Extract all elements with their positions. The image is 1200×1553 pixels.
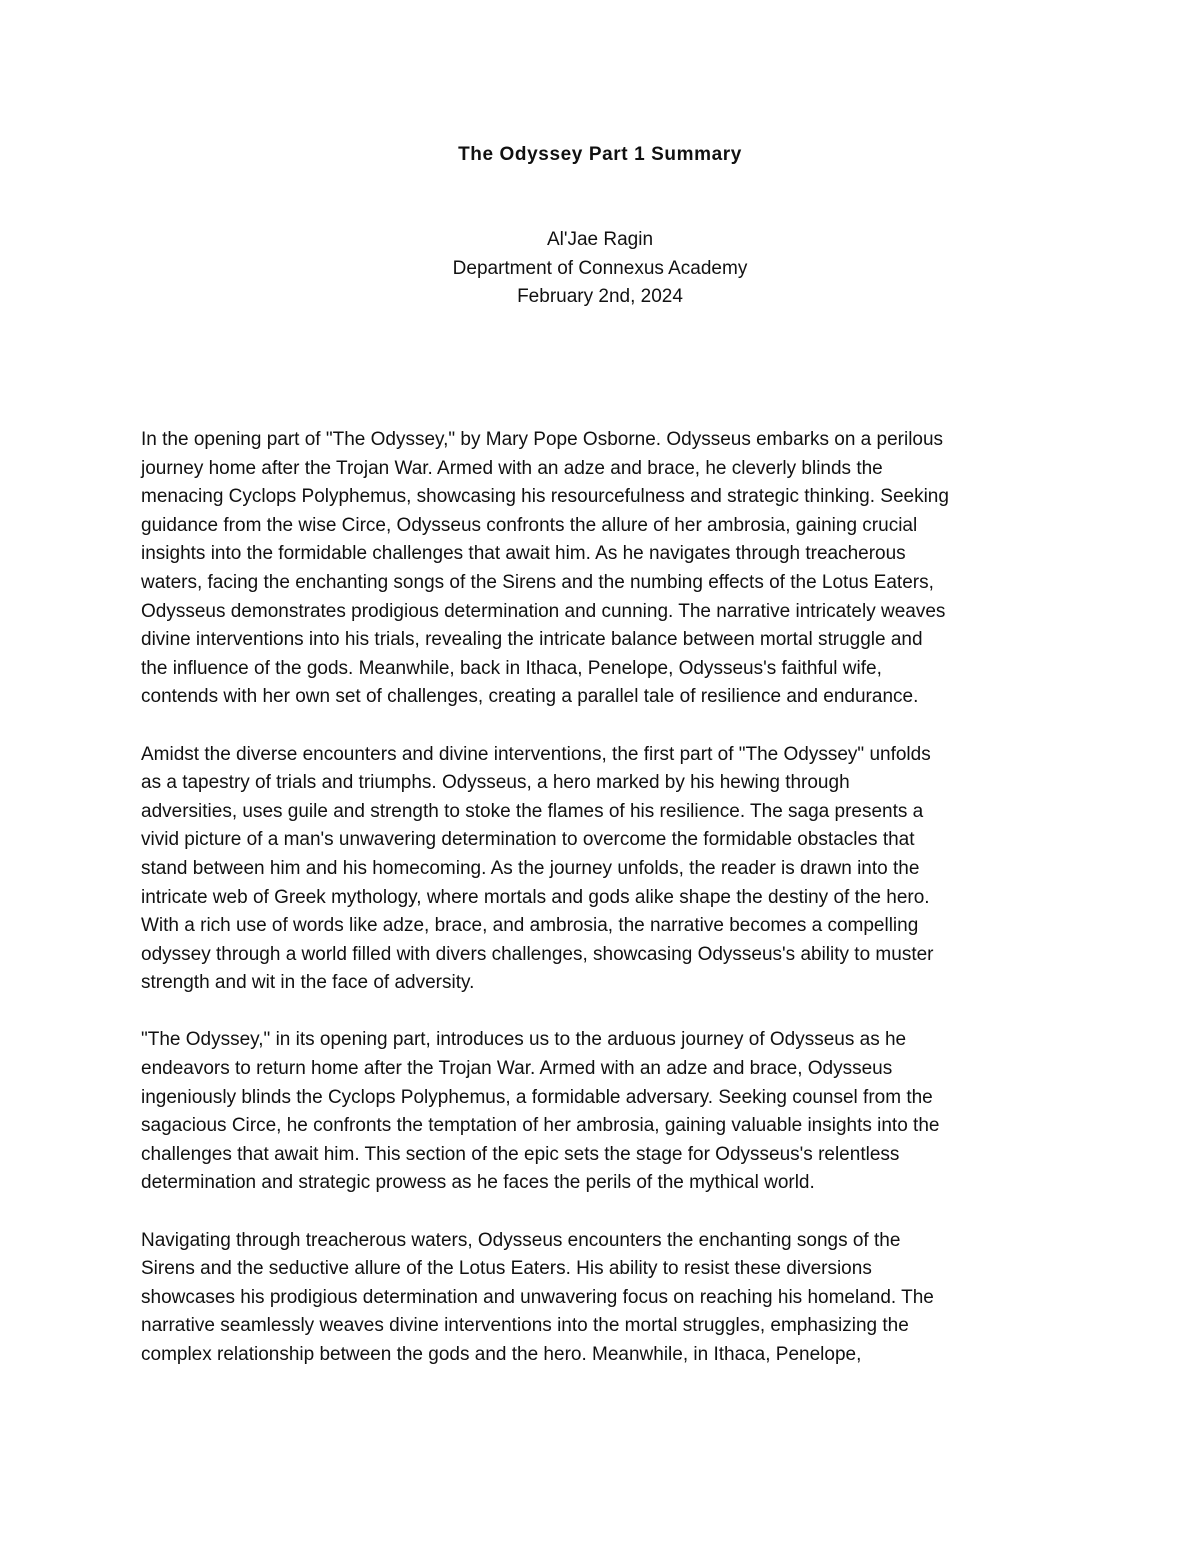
department: Department of Connexus Academy (452, 257, 748, 279)
text-line: stand between him and his homecoming. As the journey unfolds, the reader is drawn into the (141, 857, 920, 879)
text-line: guidance from the wise Circe, Odysseus confronts the allure of her ambrosia, gaining crucial (141, 514, 918, 536)
paragraph (141, 426, 1066, 712)
text-line: as a tapestry of trials and triumphs. Odysseus, a hero marked by his hewing through (141, 772, 850, 794)
text-line: complex relationship between the gods and the hero. Meanwhile, in Ithaca, Penelope, (141, 1344, 862, 1365)
text-line: journey home after the Trojan War. Armed with an adze and brace, he cleverly blinds the (141, 457, 883, 479)
text-line: determination and strategic prowess as he faces the perils of the mythical world. (141, 1172, 815, 1194)
text-line: ingeniously blinds the Cyclops Polyphemus, a formidable adversary. Seeking counsel from the (141, 1086, 933, 1108)
text-line: Sirens and the seductive allure of the Lotus Eaters. His ability to resist these diversions (141, 1258, 872, 1280)
text-line: sagacious Circe, he confronts the temptation of her ambrosia, gaining valuable insights into the (141, 1115, 940, 1137)
text-line: strength and wit in the face of adversity. (141, 972, 475, 994)
text-line: challenges that await him. This section of the epic sets the stage for Odysseus's relentless (141, 1143, 900, 1165)
paragraph (141, 741, 1066, 998)
text-line: contends with her own set of challenges, creating a parallel tale of resilience and endurance. (141, 686, 919, 708)
author-name: Al'Jae Ragin (546, 229, 654, 250)
text-line: intricate web of Greek mythology, where mortals and gods alike shape the destiny of the hero. (141, 886, 930, 908)
text-line: waters, facing the enchanting songs of the Sirens and the numbing effects of the Lotus Eaters, (141, 571, 934, 593)
text-line: the influence of the gods. Meanwhile, back in Ithaca, Penelope, Odysseus's faithful wife, (141, 657, 882, 679)
text-line: adversities, uses guile and strength to stoke the flames of his resilience. The saga presents a (141, 800, 924, 822)
text-line: "The Odyssey," in its opening part, introduces us to the arduous journey of Odysseus as he (141, 1029, 907, 1051)
text-line: showcases his prodigious determination and unwavering focus on reaching his homeland. The (141, 1286, 934, 1308)
document-body (141, 426, 1066, 1398)
text-line: Amidst the diverse encounters and divine interventions, the first part of "The Odyssey" unfolds (141, 743, 931, 765)
document-date: February 2nd, 2024 (517, 286, 683, 307)
text-line: menacing Cyclops Polyphemus, showcasing his resourcefulness and strategic thinking. Seeking (141, 486, 949, 508)
text-line: vivid picture of a man's unwavering determination to overcome the formidable obstacles that (141, 829, 915, 851)
document-title: The Odyssey Part 1 Summary (458, 144, 742, 165)
text-line: In the opening part of "The Odyssey," by Mary Pope Osborne. Odysseus embarks on a perilous (141, 429, 944, 450)
paragraph (141, 1227, 1066, 1370)
paragraph (141, 1026, 1066, 1198)
text-line: odyssey through a world filled with divers challenges, showcasing Odysseus's ability to muster (141, 943, 934, 965)
text-line: Odysseus demonstrates prodigious determination and cunning. The narrative intricately weaves (141, 600, 946, 622)
text-line: divine interventions into his trials, revealing the intricate balance between mortal struggle and (141, 629, 923, 651)
text-line: Navigating through treacherous waters, Odysseus encounters the enchanting songs of the (141, 1229, 901, 1251)
text-line: narrative seamlessly weaves divine interventions into the mortal struggles, emphasizing the (141, 1315, 909, 1337)
text-line: insights into the formidable challenges that await him. As he navigates through treacherous (141, 543, 906, 565)
text-line: With a rich use of words like adze, brace, and ambrosia, the narrative becomes a compelling (141, 915, 919, 937)
text-line: endeavors to return home after the Trojan War. Armed with an adze and brace, Odysseus (141, 1058, 893, 1080)
byline (0, 226, 1200, 312)
